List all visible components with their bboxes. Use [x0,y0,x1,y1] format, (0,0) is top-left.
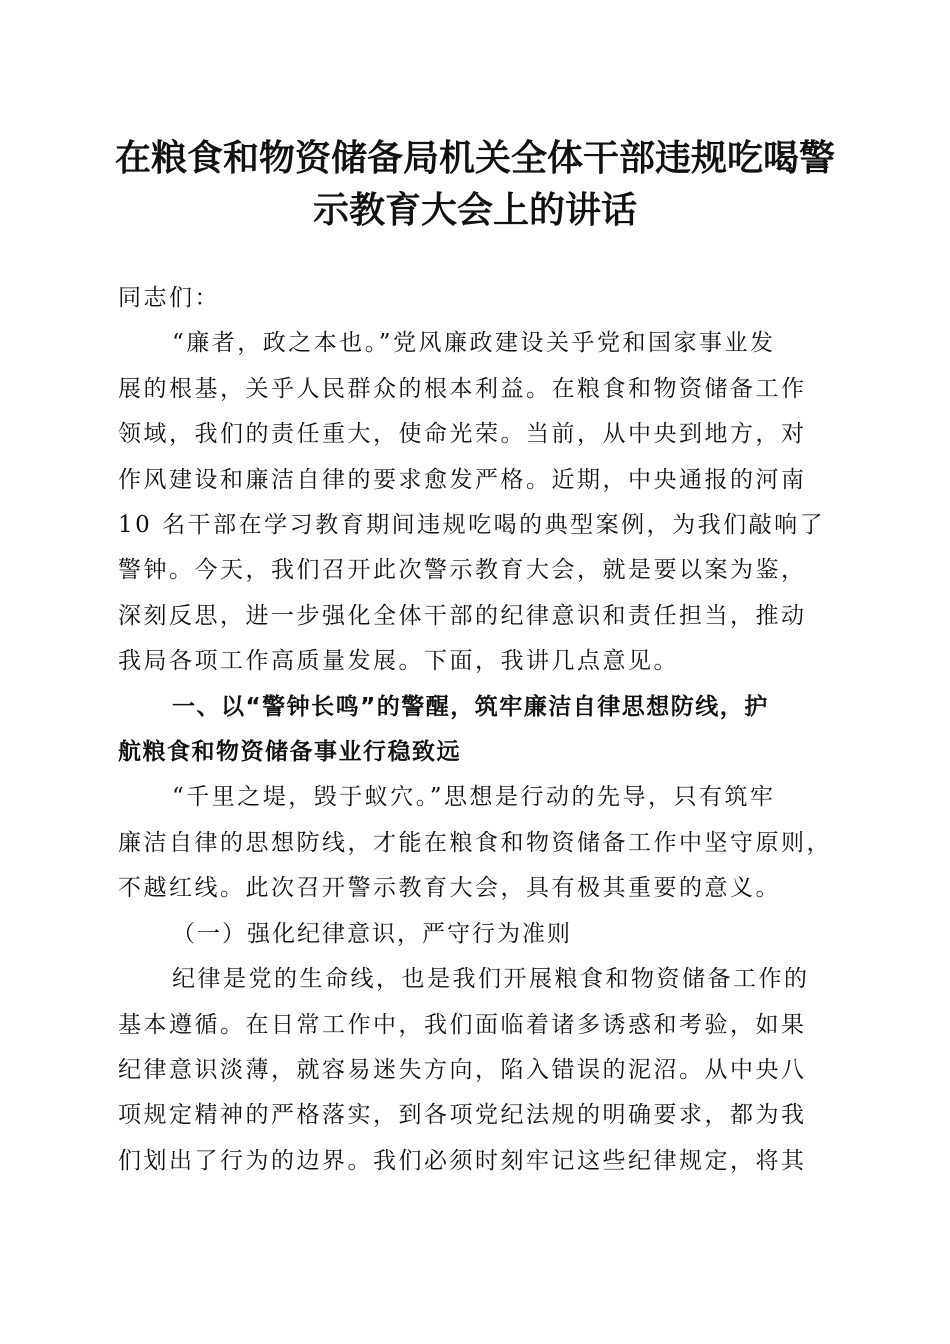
paragraph-line: “廉者，政之本也。”党风廉政建设关乎党和国家事业发 [172,330,776,357]
paragraph-line: 10 名干部在学习教育期间违规吃喝的典型案例，为我们敲响了 [118,512,826,539]
paragraph-line: “千里之堤，毁于蚁穴。”思想是行动的先导，只有筑牢 [172,784,776,811]
paragraph-line: 作风建设和廉洁自律的要求愈发严格。近期，中央通报的河南 [118,466,807,493]
paragraph-intro [118,321,838,684]
paragraph-section-1 [118,775,838,911]
paragraph-line: 领域，我们的责任重大，使命光荣。当前，从中央到地方，对 [118,421,807,448]
section-heading-1 [118,685,838,776]
document-title [110,132,840,236]
paragraph-line: 展的根基，关乎人民群众的根本利益。在粮食和物资储备工作 [118,375,807,402]
paragraph-line: 我局各项工作高质量发展。下面，我讲几点意见。 [118,648,679,675]
paragraph-line: 基本遵循。在日常工作中，我们面临着诸多诱惑和考验，如果 [118,1011,807,1038]
paragraph-line: 们划出了行为的边界。我们必须时刻牢记这些纪律规定，将其 [118,1147,807,1174]
salutation: 同志们： [118,285,220,311]
paragraph-line: 不越红线。此次召开警示教育大会，具有极其重要的意义。 [118,875,781,902]
heading-line: 一、以“警钟长鸣”的警醒，筑牢廉洁自律思想防线，护 [172,693,769,720]
title-line-1: 在粮食和物资储备局机关全体干部违规吃喝警 [114,137,835,179]
heading-line: 航粮食和物资储备事业行稳致远 [118,739,461,766]
paragraph-line: 警钟。今天，我们召开此次警示教育大会，就是要以案为鉴， [118,557,807,584]
document-body [118,276,838,1184]
title-line-2: 示教育大会上的讲话 [312,189,637,231]
paragraph-line: 纪律是党的生命线，也是我们开展粮食和物资储备工作的 [172,966,810,993]
paragraph-subsection-1 [118,957,838,1184]
paragraph-line: 项规定精神的严格落实，到各项党纪法规的明确要求，都为我 [118,1102,807,1129]
subsection-heading-1: （一）强化纪律意识，严守行为准则 [172,920,572,947]
paragraph-line: 纪律意识淡薄，就容易迷失方向，陷入错误的泥沼。从中央八 [118,1056,807,1083]
paragraph-line: 廉洁自律的思想防线，才能在粮食和物资储备工作中坚守原则， [118,829,832,856]
paragraph-line: 深刻反思，进一步强化全体干部的纪律意识和责任担当，推动 [118,602,807,629]
